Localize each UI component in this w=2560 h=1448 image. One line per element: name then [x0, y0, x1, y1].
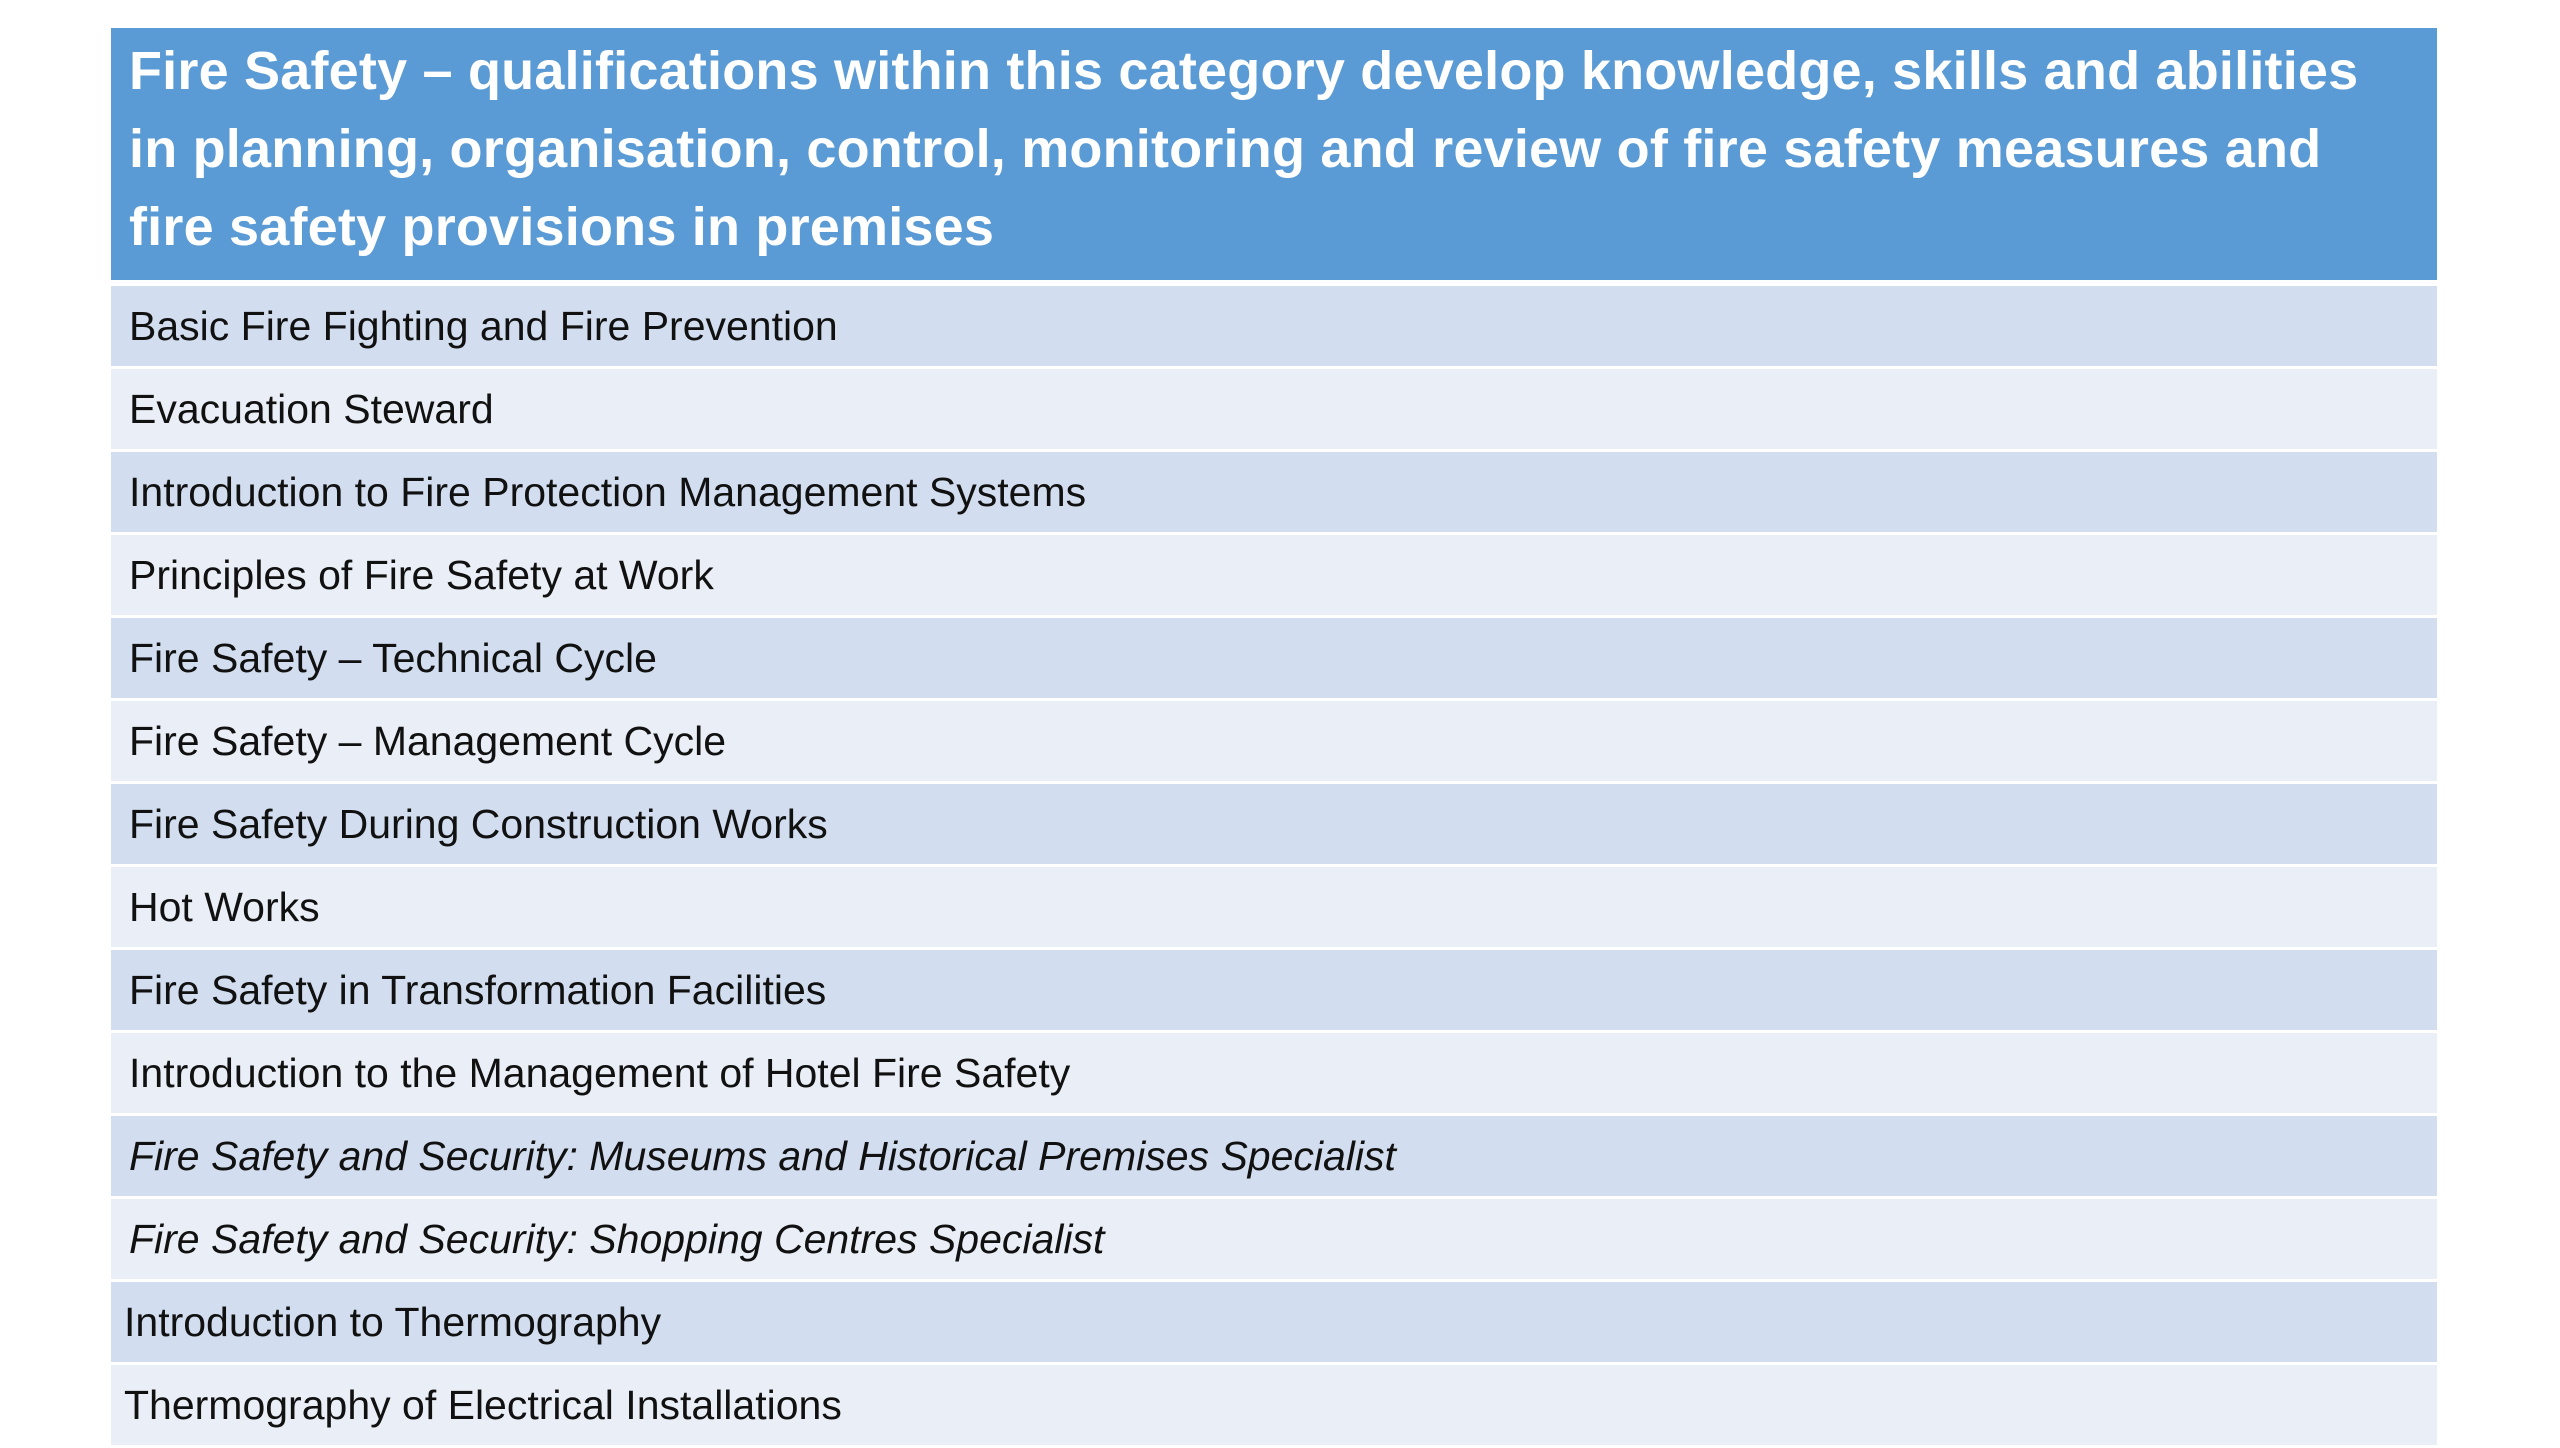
row-label: Principles of Fire Safety at Work: [129, 551, 714, 598]
row-label: Hot Works: [129, 883, 320, 930]
row-label: Fire Safety – Management Cycle: [129, 717, 727, 764]
row-label: Thermography of Electrical Installations: [124, 1381, 842, 1428]
table-row: [111, 950, 2437, 1030]
table-row: [111, 1199, 2437, 1279]
table-row: [111, 867, 2437, 947]
table-row: [111, 1033, 2437, 1113]
table-row: [111, 701, 2437, 781]
row-label: Introduction to Fire Protection Management Systems: [129, 468, 1087, 515]
row-label: Evacuation Steward: [129, 385, 494, 432]
table-header-text: Fire Safety – qualifications within this category develop knowledge, skills and abilities in planning, organisation, control, monitoring and review of fire safety measures and fire safety provisions in premises: [129, 41, 2359, 257]
table-row: [111, 1116, 2437, 1196]
table-row: [111, 784, 2437, 864]
row-label: Fire Safety in Transformation Facilities: [129, 966, 827, 1013]
row-label: Basic Fire Fighting and Fire Prevention: [129, 302, 838, 349]
row-label: Fire Safety and Security: Museums and Historical Premises Specialist: [129, 1132, 1396, 1179]
table-row: [111, 369, 2437, 449]
table-row: [111, 1365, 2437, 1445]
table-header: [111, 28, 2437, 280]
table-row: [111, 618, 2437, 698]
row-label: Introduction to the Management of Hotel Fire Safety: [129, 1049, 1071, 1096]
row-label: Fire Safety – Technical Cycle: [129, 634, 657, 681]
row-label: Fire Safety During Construction Works: [129, 800, 828, 847]
table-row: [111, 286, 2437, 366]
table-row: [111, 535, 2437, 615]
table-row: [111, 1282, 2437, 1362]
table-row: [111, 452, 2437, 532]
row-label: Introduction to Thermography: [124, 1298, 662, 1345]
qualifications-table: [111, 28, 2437, 1448]
table-body: [111, 286, 2437, 1445]
row-label: Fire Safety and Security: Shopping Centres Specialist: [129, 1215, 1105, 1262]
